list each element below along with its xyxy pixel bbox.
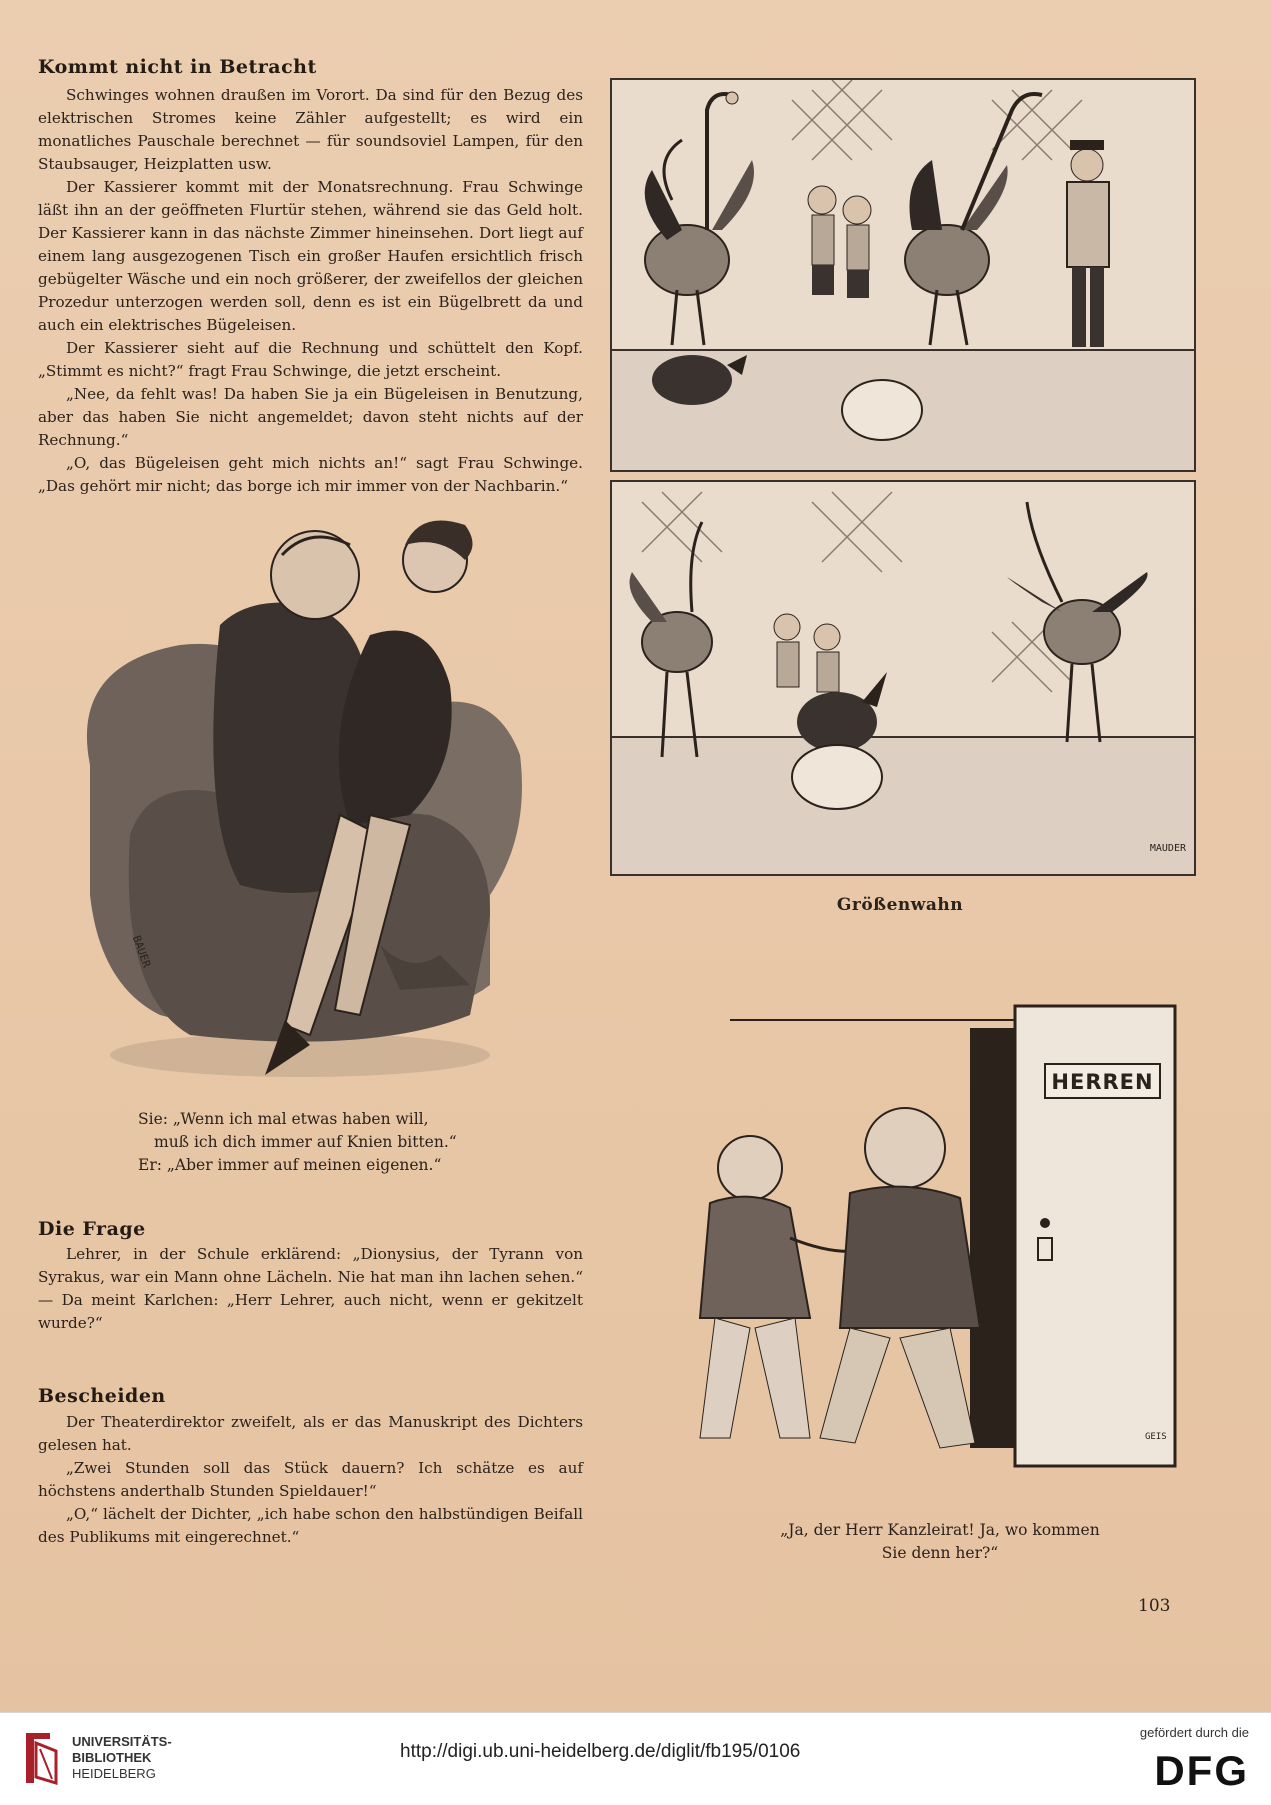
institution-line: HEIDELBERG bbox=[72, 1766, 156, 1781]
caption-line: Er: „Aber immer auf meinen eigenen.“ bbox=[138, 1156, 442, 1174]
article-body-die-frage bbox=[38, 1243, 583, 1335]
birds-panel-bottom bbox=[610, 480, 1196, 876]
caption-line: muß ich dich immer auf Knien bitten.“ bbox=[154, 1133, 457, 1151]
caption-line: „Ja, der Herr Kanzleirat! Ja, wo kommen bbox=[780, 1521, 1100, 1539]
institution-line: BIBLIOTHEK bbox=[72, 1750, 152, 1765]
couple-cartoon-caption bbox=[120, 1108, 510, 1177]
dfg-logo: DFG bbox=[1154, 1747, 1249, 1794]
article-title-bescheiden: Bescheiden bbox=[38, 1385, 166, 1407]
paragraph: „O,“ lächelt der Dichter, „ich habe schon den halbstündigen Beifall des Publikums mit eingerechnet.“ bbox=[38, 1505, 583, 1546]
door-two-men-illustration bbox=[640, 998, 1200, 1488]
paragraph: Lehrer, in der Schule erklärend: „Dionysius, der Tyrann von Syrakus, war ein Mann ohne Lächeln. Nie hat man ihn lachen sehen.“ — Da meint Karlchen: „Herr Lehrer, auch nicht, wenn er gekitzelt wurde?“ bbox=[38, 1245, 583, 1332]
caption-line: Sie: „Wenn ich mal etwas haben will, bbox=[138, 1110, 429, 1128]
paragraph: „Zwei Stunden soll das Stück dauern? Ich schätze es auf höchstens anderthalb Stunden Spieldauer!“ bbox=[38, 1459, 583, 1500]
door-cartoon-caption bbox=[720, 1519, 1160, 1565]
paragraph: Der Kassierer kommt mit der Monatsrechnung. Frau Schwinge läßt ihn an der geöffneten Flurtür stehen, während sie das Geld holt. Der Kassierer kann in das nächste Zimmer hineinsehen. Dort liegt auf einem lang ausgezogenen Tisch ein großer Haufen ersichtlich frisch gebügelter Wäsche und ein noch größerer, der zweifellos der gleichen Prozedur unterzogen werden soll, denn es ist ein Bügelbrett da und auch ein elektrisches Bügeleisen. bbox=[38, 178, 583, 334]
birds-panel-bottom-drawing bbox=[612, 482, 1194, 874]
page-number: 103 bbox=[1138, 1596, 1171, 1616]
article-title-kommt-nicht-in-betracht: Kommt nicht in Betracht bbox=[38, 56, 317, 78]
university-library-logo-icon bbox=[22, 1729, 62, 1787]
digitization-footer bbox=[0, 1712, 1271, 1805]
artist-signature-bauer: BAUER bbox=[129, 933, 154, 970]
article-body-bescheiden bbox=[38, 1411, 583, 1549]
artist-signature-geis: GEIS bbox=[1145, 1432, 1167, 1442]
caption-line: Sie denn her?“ bbox=[881, 1544, 999, 1562]
door-sign: HERREN bbox=[1051, 1070, 1154, 1094]
paragraph: Der Kassierer sieht auf die Rechnung und schüttelt den Kopf. „Stimmt es nicht?“ fragt Frau Schwinge, die jetzt erscheint. bbox=[38, 339, 583, 380]
sponsor-label: gefördert durch die bbox=[1139, 1725, 1249, 1740]
artist-signature-mauder: MAUDER bbox=[1149, 843, 1186, 854]
permalink-url[interactable]: http://digi.ub.uni-heidelberg.de/diglit/fb195/0106 bbox=[400, 1741, 801, 1762]
birds-panel-top-drawing bbox=[612, 80, 1194, 470]
paragraph: „O, das Bügeleisen geht mich nichts an!“ sagt Frau Schwinge. „Das gehört mir nicht; das borge ich mir immer von der Nachbarin.“ bbox=[38, 454, 583, 495]
article-body-kommt-nicht-in-betracht bbox=[38, 84, 583, 498]
paragraph: „Nee, da fehlt was! Da haben Sie ja ein Bügeleisen in Benutzung, aber das haben Sie nicht angemeldet; davon steht nichts auf der Rechnung.“ bbox=[38, 385, 583, 449]
couple-armchair-drawing bbox=[70, 515, 540, 1095]
paragraph: Der Theaterdirektor zweifelt, als er das Manuskript des Dichters gelesen hat. bbox=[38, 1413, 583, 1454]
university-library-name bbox=[72, 1734, 172, 1782]
couple-armchair-illustration bbox=[70, 515, 540, 1095]
paragraph: Schwinges wohnen draußen im Vorort. Da sind für den Bezug des elektrischen Stromes keine Zähler aufgestellt; es wird ein monatliches Pauschale berechnet — für soundsoviel Lampen, für den Staubsauger, Heizplatten usw. bbox=[38, 86, 583, 173]
article-title-die-frage: Die Frage bbox=[38, 1218, 146, 1240]
birds-cartoon-caption: Größenwahn bbox=[836, 895, 964, 915]
birds-panel-top bbox=[610, 78, 1196, 472]
institution-line: UNIVERSITÄTS- bbox=[72, 1734, 172, 1749]
